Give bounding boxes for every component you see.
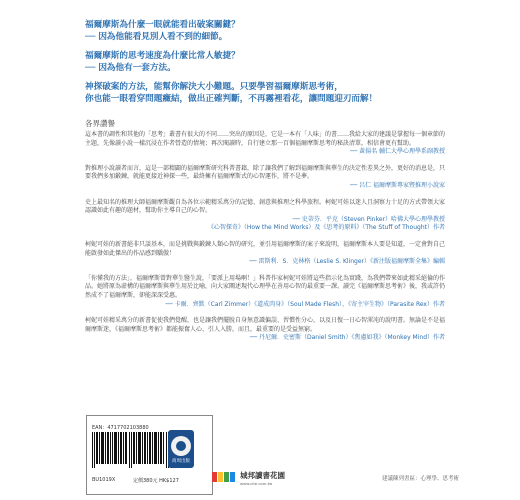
quote-attribution: ── 黃揚名 輔仁大學心理學系副教授 xyxy=(349,148,445,156)
product-code: BU1019X xyxy=(92,477,116,483)
teaser-answer-1: ── 因為他能看見別人看不到的細節。 xyxy=(85,31,228,42)
cite-logo-icon xyxy=(212,470,236,484)
quote-attribution: ── 卡爾．齊默（Carl Zimmer）《道成肉身》（Soul Made Flesh）、《寄主宰生物》（Parasite Rex）作者 xyxy=(165,300,445,308)
ean-label: EAN：4717702103880 xyxy=(92,425,149,431)
quote-block xyxy=(85,317,445,343)
price-label: 定價380元 HK$127 xyxy=(133,478,179,484)
barcode-graphic xyxy=(92,432,170,468)
quote-body: 這本書的調性和其他的「思考」叢書有很大的不同……突出的原因是，它是一本有「人味」的書……我給大家的建議是掌握每一個章節的主題，先像讀小說一樣沉浸在作者營造的情境；再次閱讀時，自行建立那一百個福爾摩斯思考的秘訣清單，相信會更有幫助。 xyxy=(85,131,446,147)
quote-attribution: ── 史蒂芬．平克（Steven Pinker）哈佛大學心理學教授 xyxy=(292,215,445,223)
quote-attribution-works: 《心智探奇》（How the Mind Works）及《思考的原料》（The Stuff of Thought）作者 xyxy=(207,224,445,232)
quote-block xyxy=(85,165,445,191)
quote-block xyxy=(85,275,445,309)
quote-body: 史上最知名的推理大師福爾摩斯觀自為各位示範精采萬分的記憶、創意與推理之科學旅程。柯妮可娃以迷人且洞察力十足的方式帶領大家認識如此有趣的題材，幫助你主導自己的心智。 xyxy=(85,198,446,215)
publisher-logo-center xyxy=(176,441,186,451)
quote-body: 柯妮可娃精采萬分的新書促使我們覺醒，也是讓我們擺脫自身無意識偏誤、習慣性分心，以及日復一日心智渾沌的說明書。無論是不是福爾摩斯迷，《福爾摩斯思考術》都能振奮人心、引人入勝，而且，最重要的是受益無窮。 xyxy=(85,317,446,333)
teaser-block xyxy=(85,20,445,105)
publisher-url: www.cite.com.tw xyxy=(240,481,273,486)
quote-body: 柯妮可娃的新書絕非只談基本，而是挑戰與鍛鍊人類心智的研究，並引用福爾摩斯的案子來說明，福爾摩斯本人要是知道，一定會對自己能啟發如此傑出的作品感到驕傲！ xyxy=(85,240,446,257)
publisher-logo xyxy=(168,430,194,468)
quote-block xyxy=(85,131,445,157)
publisher-logo-text: 商周出版 xyxy=(172,459,190,464)
teaser-pitch-1: 神探破案的方法，能幫你解決大小難題。只要學習福爾摩斯思考術， xyxy=(85,82,343,92)
quote-body: 「你懂我的方法」，福爾摩斯曾對華生醫生說，「要派上用場啊！」科普作家柯妮可娃將這些指示化為實踐，為我們帶來如此精采絕倫的作品。她將原為虛構的福爾摩斯與華生用於比喻，向大家闡述現代心理學在善用心智的最重要一課。讀完《福爾摩斯思考術》後，我或許仍然成不了福爾摩斯，卻能深深受惠。 xyxy=(85,274,446,299)
teaser-pitch-2: 你也能一眼看穿問題癥結，做出正確判斷，不再霧裡看花，讓問題迎刃而解！ xyxy=(85,93,378,104)
praise-quotes xyxy=(85,131,445,351)
quote-block xyxy=(85,241,445,267)
quote-attribution: ── 丹尼爾．史密斯（Daniel Smith）《焦慮如我》（Monkey Mind）作者 xyxy=(249,334,445,342)
teaser-question-2: 福爾摩斯的思考速度為什麼比常人敏捷？ xyxy=(85,51,240,61)
quote-attribution: ── 呂仁 福爾摩斯專家暨推理小說家 xyxy=(349,181,445,189)
teaser-answer-2: ── 因為他有一套方法。 xyxy=(85,62,176,73)
shelf-note: 建議陳列書區：心理學、思考術 xyxy=(382,476,460,482)
teaser-question-1: 福爾摩斯為什麼一眼就能看出破案關鍵？ xyxy=(85,20,240,30)
section-title-praise: 各界讚譽 xyxy=(85,119,115,128)
publisher-name: 城邦讀書花園 xyxy=(240,471,285,480)
quote-block xyxy=(85,199,445,233)
quote-body: 對推理小說讀者而言，這是一部精闢的福爾摩斯研究科普書籍，除了讓我們了解到福爾摩斯與華生的決定性差異之外，更好的消息是，只要我們多加鍛鍊，就能更接近神探一些，最終擁有福爾摩斯式的心智運作，將不是夢。 xyxy=(85,164,446,181)
quote-attribution: ── 雷斯利．S．克林格（Leslie S. Klinger）《新注版福爾摩斯全集》編輯 xyxy=(249,258,445,266)
